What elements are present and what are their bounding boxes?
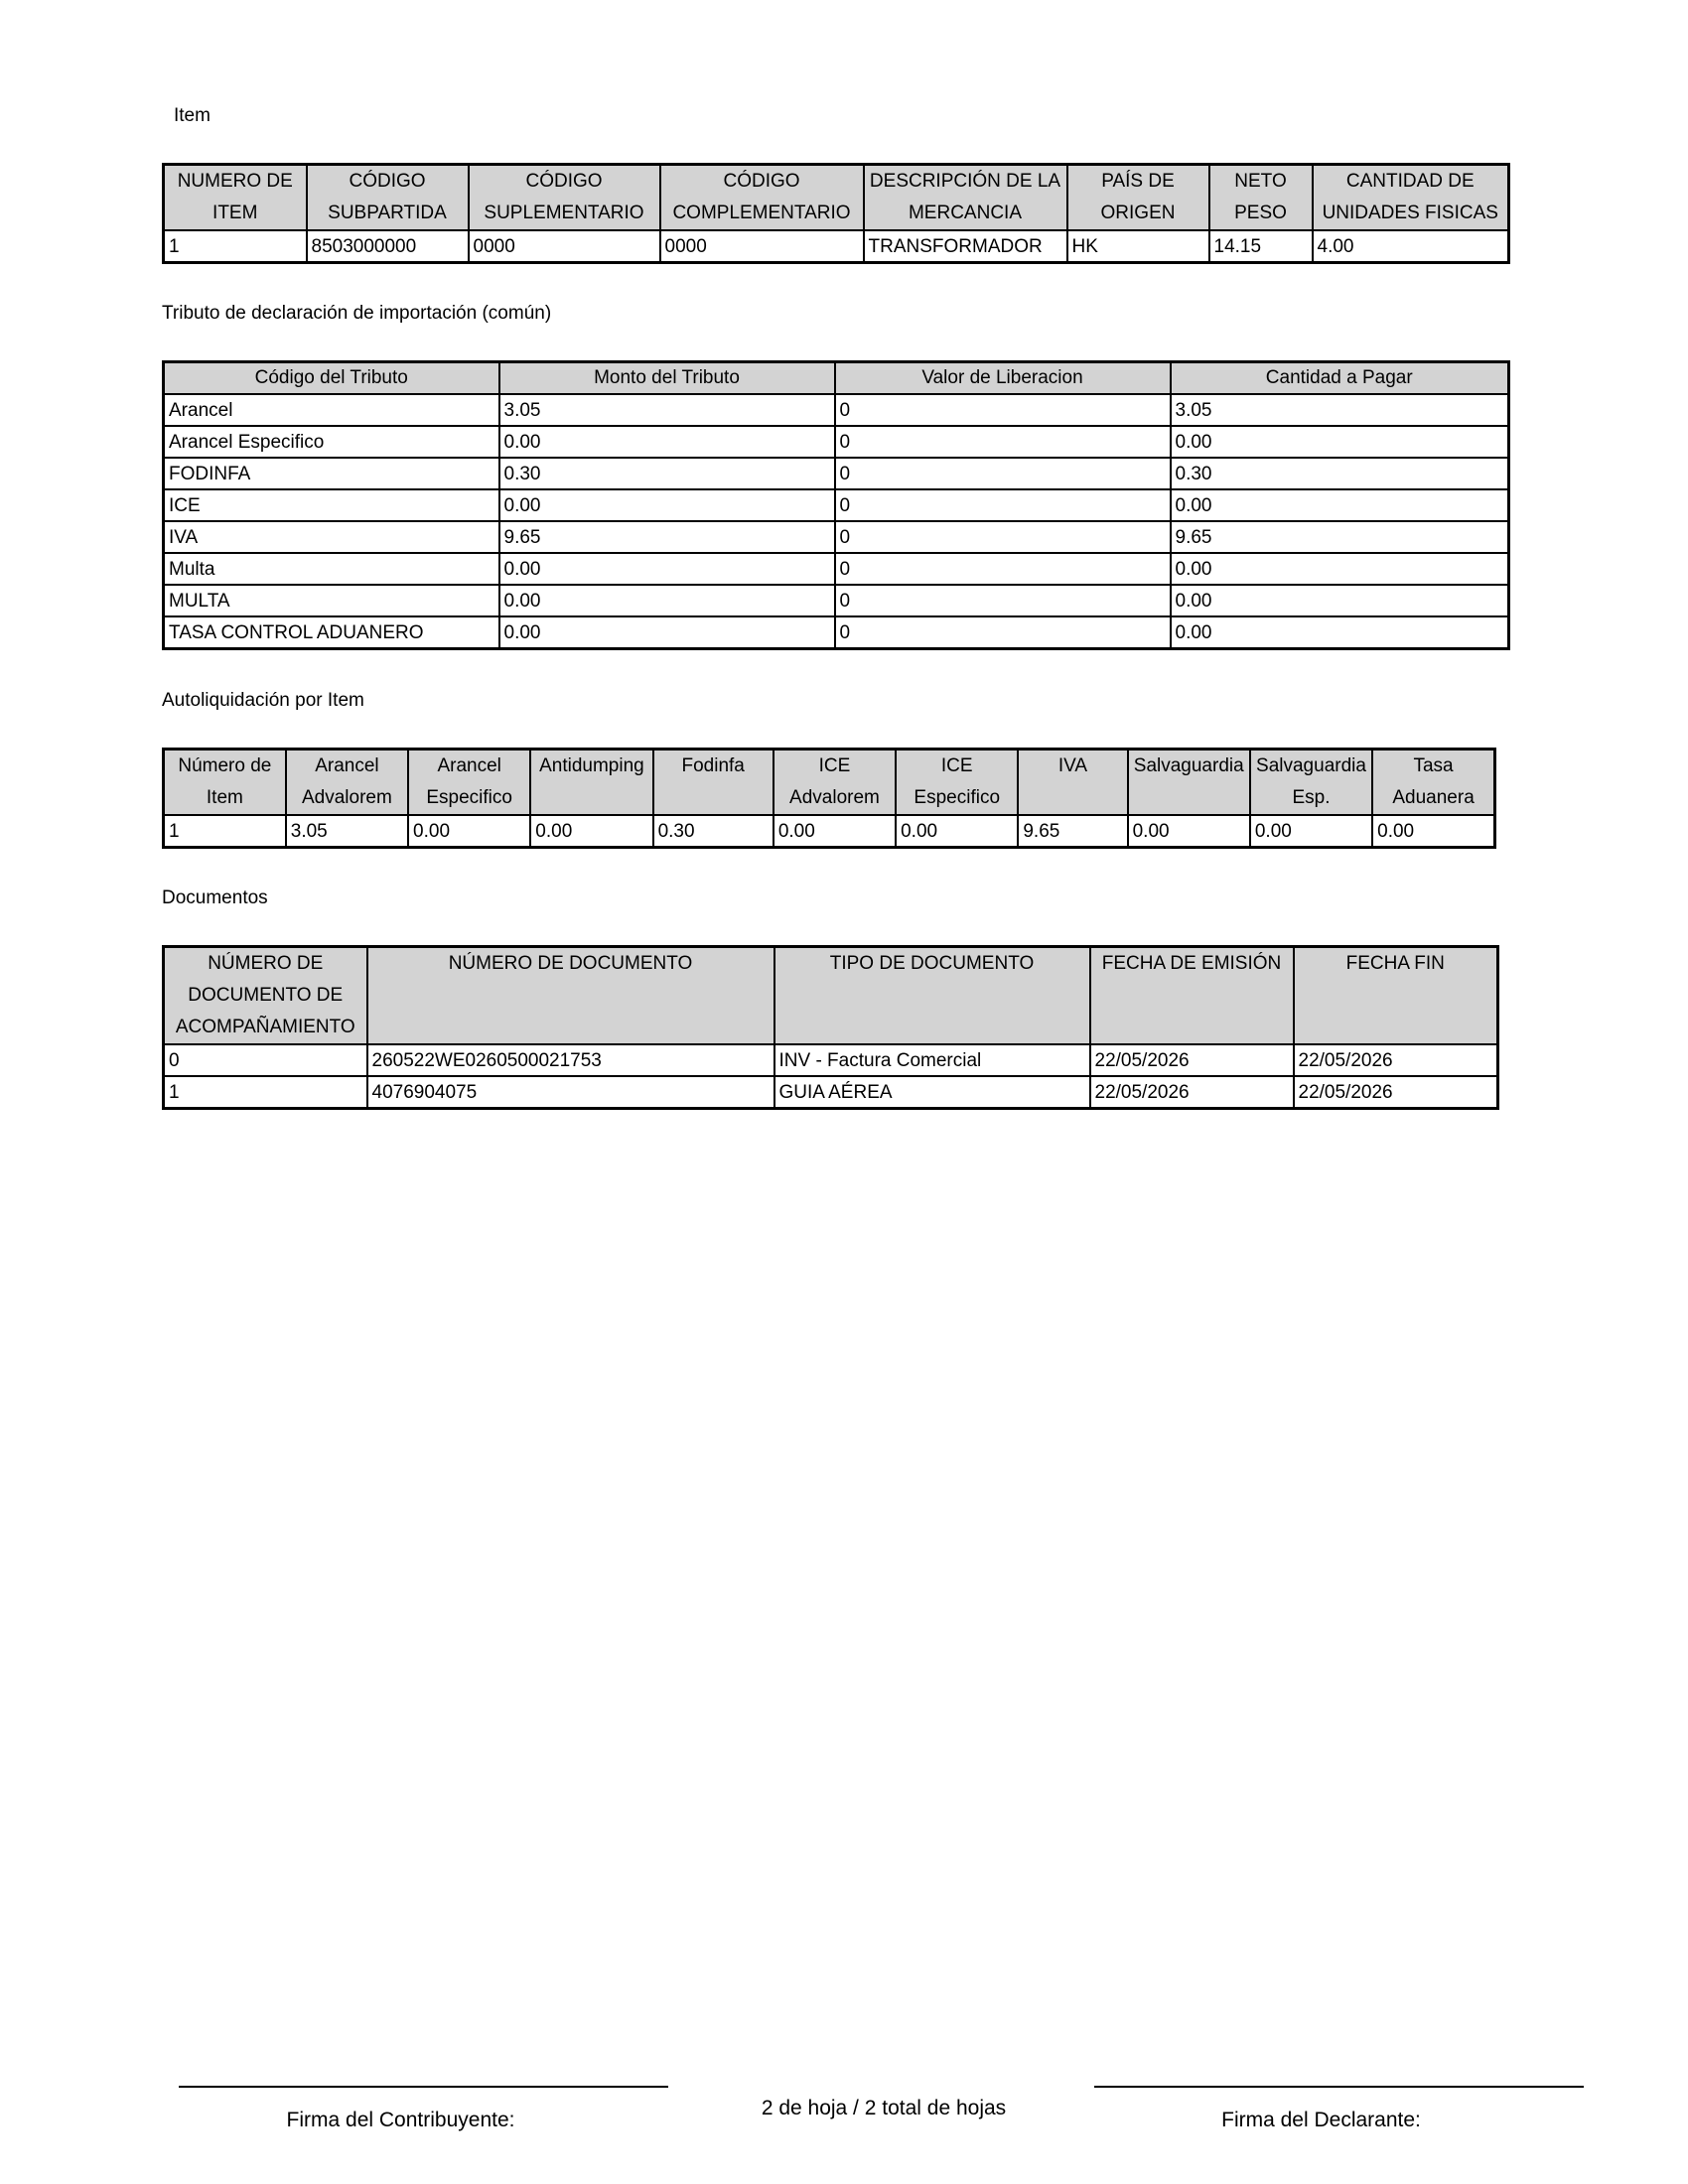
table-cell: 0.00 <box>499 616 835 649</box>
table-cell: MULTA <box>164 585 499 616</box>
table-cell: 0 <box>835 394 1171 426</box>
table-cell: 0 <box>835 585 1171 616</box>
column-header: Arancel Advalorem <box>286 750 408 816</box>
table-cell: ICE <box>164 489 499 521</box>
table-row <box>164 815 1495 848</box>
table-row <box>164 394 1509 426</box>
table-cell: 0.30 <box>1171 458 1509 489</box>
column-header: Cantidad a Pagar <box>1171 362 1509 395</box>
table-cell: HK <box>1067 230 1209 263</box>
table-cell: 0.00 <box>1171 553 1509 585</box>
table-cell: Arancel <box>164 394 499 426</box>
table-row <box>164 1044 1498 1076</box>
table-cell: 0.00 <box>499 489 835 521</box>
table-cell: 1 <box>164 1076 367 1109</box>
table-cell: 9.65 <box>499 521 835 553</box>
tributo-table <box>162 360 1510 650</box>
table-cell: 0 <box>835 616 1171 649</box>
column-header: CANTIDAD DE UNIDADES FISICAS <box>1313 165 1509 231</box>
table-cell: 9.65 <box>1018 815 1127 848</box>
table-cell: 0.00 <box>1372 815 1494 848</box>
declarante-signature-line <box>1094 2086 1584 2088</box>
autoliquidacion-section-title: Autoliquidación por Item <box>162 690 364 711</box>
table-row <box>164 585 1509 616</box>
table-cell: 0.00 <box>1250 815 1372 848</box>
documentos-header-row <box>164 947 1498 1045</box>
table-row <box>164 426 1509 458</box>
column-header: ICE Advalorem <box>774 750 896 816</box>
table-cell: Multa <box>164 553 499 585</box>
column-header: Salvaguardia <box>1128 750 1250 816</box>
table-cell: TRANSFORMADOR <box>864 230 1067 263</box>
table-cell: 0.00 <box>499 585 835 616</box>
column-header: Arancel Especifico <box>408 750 530 816</box>
item-table <box>162 163 1510 264</box>
table-row <box>164 1076 1498 1109</box>
table-cell: 0.00 <box>408 815 530 848</box>
table-cell: 0000 <box>469 230 660 263</box>
table-cell: 0 <box>835 553 1171 585</box>
declarante-signature-label: Firma del Declarante: <box>1221 2109 1421 2131</box>
table-cell: 22/05/2026 <box>1090 1044 1294 1076</box>
table-cell: INV - Factura Comercial <box>774 1044 1090 1076</box>
column-header: NETO PESO <box>1209 165 1313 231</box>
contribuyente-signature-line <box>179 2086 668 2088</box>
column-header: IVA <box>1018 750 1127 816</box>
item-header-row <box>164 165 1509 231</box>
column-header: Tasa Aduanera <box>1372 750 1494 816</box>
table-row <box>164 458 1509 489</box>
table-cell: 0.00 <box>1171 426 1509 458</box>
table-cell: 8503000000 <box>307 230 469 263</box>
column-header: Valor de Liberacion <box>835 362 1171 395</box>
table-cell: 0 <box>164 1044 367 1076</box>
column-header: NÚMERO DE DOCUMENTO <box>367 947 774 1045</box>
table-cell: 0.00 <box>1171 616 1509 649</box>
table-cell: 0.00 <box>774 815 896 848</box>
table-cell: 0.00 <box>499 553 835 585</box>
table-cell: 22/05/2026 <box>1294 1044 1498 1076</box>
column-header: Número de Item <box>164 750 286 816</box>
page-number: 2 de hoja / 2 total de hojas <box>761 2097 1007 2119</box>
column-header: CÓDIGO SUBPARTIDA <box>307 165 469 231</box>
table-cell: 22/05/2026 <box>1090 1076 1294 1109</box>
documentos-section-title: Documentos <box>162 887 268 908</box>
table-cell: 22/05/2026 <box>1294 1076 1498 1109</box>
table-row <box>164 553 1509 585</box>
column-header: DESCRIPCIÓN DE LA MERCANCIA <box>864 165 1067 231</box>
table-cell: FODINFA <box>164 458 499 489</box>
column-header: PAÍS DE ORIGEN <box>1067 165 1209 231</box>
table-cell: 9.65 <box>1171 521 1509 553</box>
table-cell: 1 <box>164 815 286 848</box>
autoliquidacion-header-row <box>164 750 1495 816</box>
column-header: FECHA DE EMISIÓN <box>1090 947 1294 1045</box>
table-cell: 0.00 <box>896 815 1018 848</box>
tributo-header-row <box>164 362 1509 395</box>
table-cell: 0 <box>835 458 1171 489</box>
documentos-table <box>162 945 1499 1110</box>
tributo-section-title: Tributo de declaración de importación (común) <box>162 303 552 324</box>
table-row <box>164 230 1509 263</box>
table-cell: 3.05 <box>286 815 408 848</box>
column-header: CÓDIGO SUPLEMENTARIO <box>469 165 660 231</box>
column-header: Fodinfa <box>653 750 774 816</box>
column-header: FECHA FIN <box>1294 947 1498 1045</box>
table-cell: TASA CONTROL ADUANERO <box>164 616 499 649</box>
table-cell: 3.05 <box>1171 394 1509 426</box>
table-cell: 0 <box>835 426 1171 458</box>
table-cell: 3.05 <box>499 394 835 426</box>
contribuyente-signature-label: Firma del Contribuyente: <box>286 2109 515 2131</box>
table-cell: 0.00 <box>1171 585 1509 616</box>
item-section-title: Item <box>174 105 211 126</box>
table-cell: 0000 <box>660 230 864 263</box>
column-header: Código del Tributo <box>164 362 499 395</box>
table-cell: 260522WE0260500021753 <box>367 1044 774 1076</box>
table-cell: 0.00 <box>530 815 652 848</box>
table-row <box>164 521 1509 553</box>
table-cell: GUIA AÉREA <box>774 1076 1090 1109</box>
table-cell: 1 <box>164 230 307 263</box>
table-row <box>164 616 1509 649</box>
column-header: Antidumping <box>530 750 652 816</box>
table-cell: 0 <box>835 521 1171 553</box>
table-cell: 14.15 <box>1209 230 1313 263</box>
autoliquidacion-table <box>162 748 1496 849</box>
table-row <box>164 489 1509 521</box>
column-header: NUMERO DE ITEM <box>164 165 307 231</box>
column-header: ICE Especifico <box>896 750 1018 816</box>
column-header: Monto del Tributo <box>499 362 835 395</box>
table-cell: 0 <box>835 489 1171 521</box>
column-header: CÓDIGO COMPLEMENTARIO <box>660 165 864 231</box>
table-cell: 0.30 <box>499 458 835 489</box>
table-cell: 0.00 <box>1128 815 1250 848</box>
table-cell: IVA <box>164 521 499 553</box>
column-header: NÚMERO DE DOCUMENTO DE ACOMPAÑAMIENTO <box>164 947 367 1045</box>
column-header: TIPO DE DOCUMENTO <box>774 947 1090 1045</box>
table-cell: 0.00 <box>1171 489 1509 521</box>
table-cell: 0.30 <box>653 815 774 848</box>
table-cell: Arancel Especifico <box>164 426 499 458</box>
table-cell: 4.00 <box>1313 230 1509 263</box>
table-cell: 4076904075 <box>367 1076 774 1109</box>
column-header: Salvaguardia Esp. <box>1250 750 1372 816</box>
table-cell: 0.00 <box>499 426 835 458</box>
